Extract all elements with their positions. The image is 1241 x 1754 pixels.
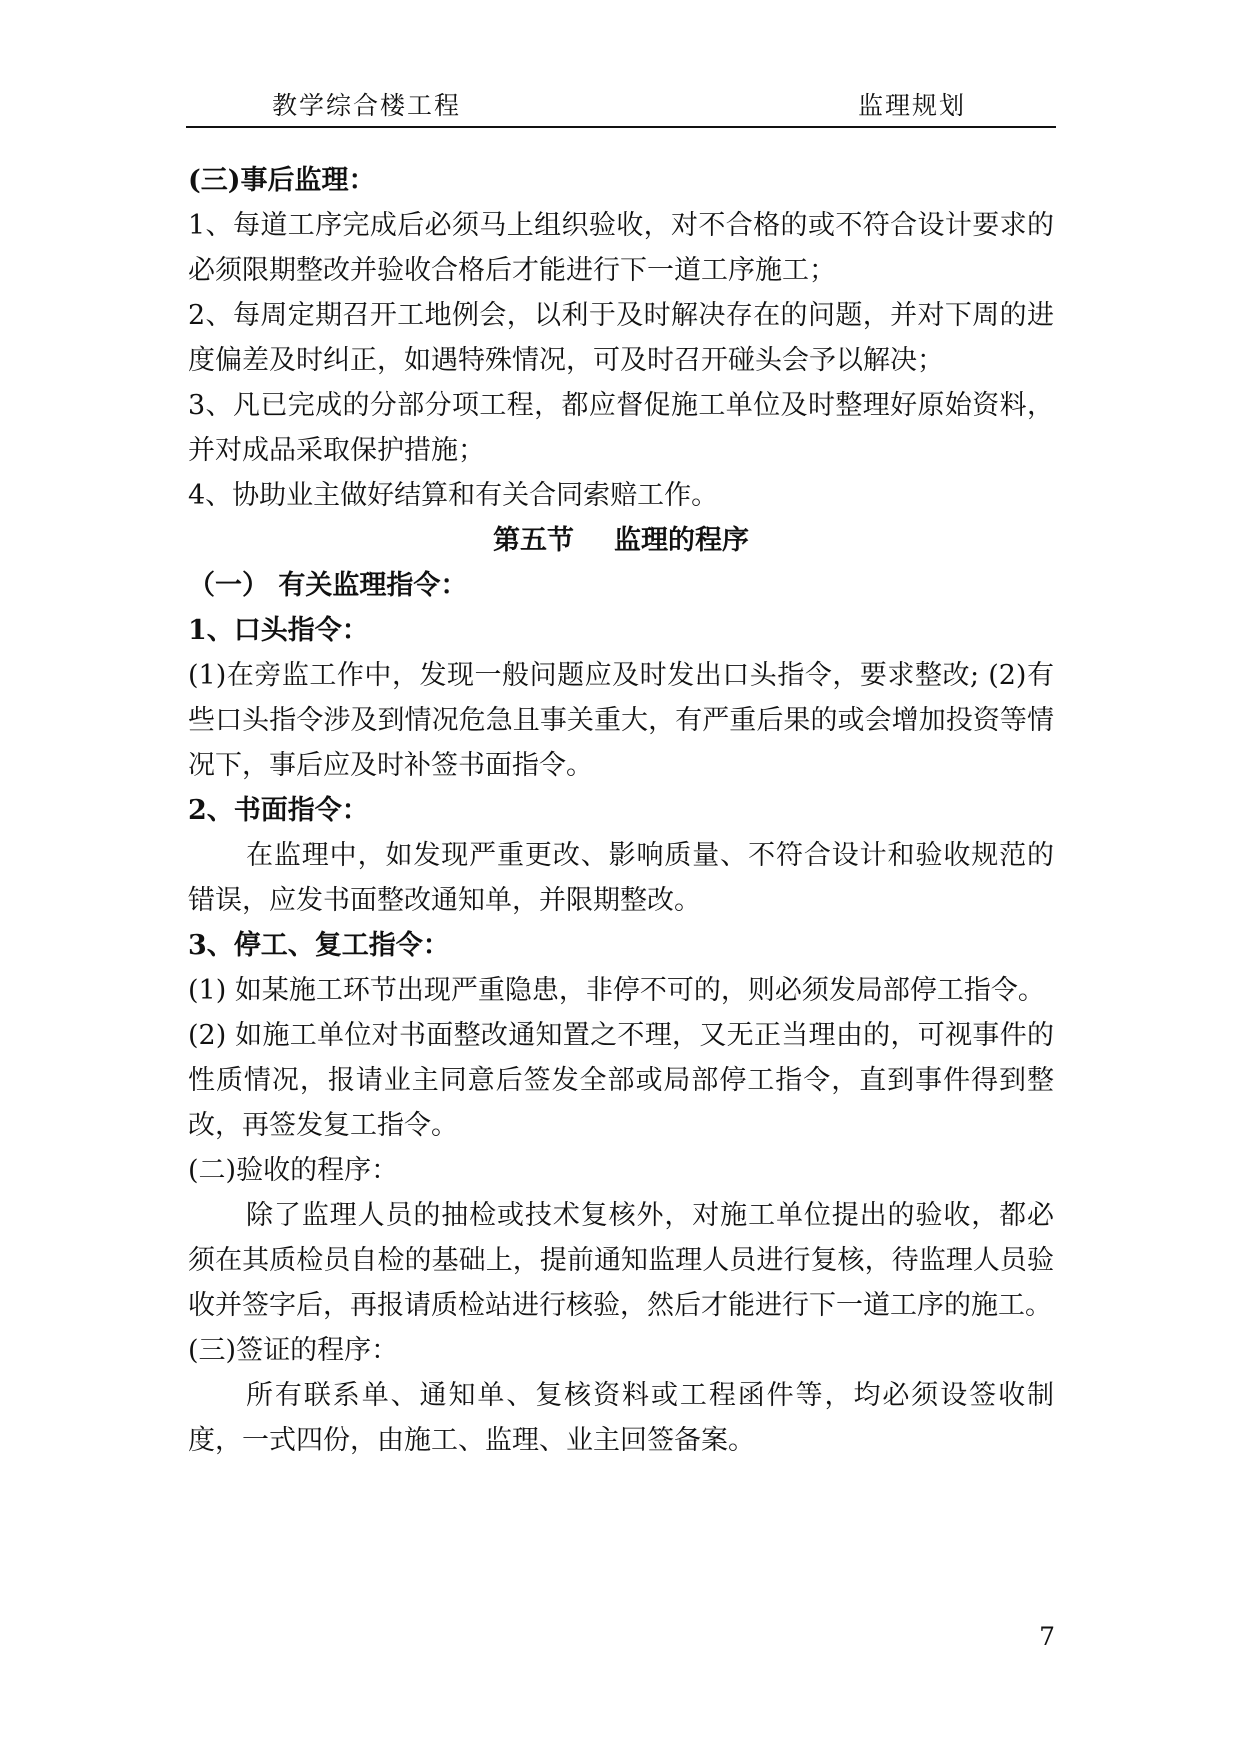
section-number: 第五节 [493, 525, 574, 556]
header-project-title: 教学综合楼工程 [272, 91, 462, 120]
paragraph-acceptance-procedure: 除了监理人员的抽检或技术复核外，对施工单位提出的验收，都必须在其质检员自检的基础上，提前通知监理人员进行复核，待监理人员验收并签字后，再报请质检站进行核验，然后才能进行下一道工序的施工。 [188, 1200, 1054, 1321]
paragraph-written-instructions: 在监理中，如发现严重更改、影响质量、不符合设计和验收规范的错误，应发书面整改通知单，并限期整改。 [188, 840, 1054, 916]
page-header [186, 86, 1056, 128]
subheading-post-supervision: (三)事后监理： [188, 165, 376, 196]
header-document-type: 监理规划 [857, 91, 966, 120]
paragraph-item-3: 3、凡已完成的分部分项工程，都应督促施工单位及时整理好原始资料，并对成品采取保护措施； [188, 390, 1054, 466]
subheading-verbal-instructions: 1、口头指令： [188, 615, 369, 646]
paragraph-item-2: 2、每周定期召开工地例会，以利于及时解决存在的问题，并对下周的进度偏差及时纠正，如遇特殊情况，可及时召开碰头会予以解决； [188, 300, 1054, 376]
paragraph-item-4: 4、协助业主做好结算和有关合同索赔工作。 [188, 480, 719, 511]
subheading-visa-procedure: (三)签证的程序： [188, 1335, 399, 1366]
section-name: 监理的程序 [614, 525, 749, 556]
paragraph-stop-work-1: (1) 如某施工环节出现严重隐患，非停不可的，则必须发局部停工指令。 [188, 975, 1045, 1006]
paragraph-verbal-instructions: (1)在旁监工作中，发现一般问题应及时发出口头指令，要求整改; (2)有些口头指令涉及到情况危急且事关重大，有严重后果的或会增加投资等情况下，事后应及时补签书面指令。 [188, 660, 1054, 781]
paragraph-item-1: 1、每道工序完成后必须马上组织验收，对不合格的或不符合设计要求的必须限期整改并验收合格后才能进行下一道工序施工； [188, 210, 1054, 286]
section-title [188, 518, 1054, 563]
subheading-acceptance-procedure: (二)验收的程序： [188, 1155, 399, 1186]
page-number: 7 [1039, 1622, 1055, 1651]
paragraph-visa-procedure: 所有联系单、通知单、复核资料或工程函件等，均必须设签收制度，一式四份，由施工、监理、业主回签备案。 [188, 1380, 1054, 1456]
subheading-written-instructions: 2、书面指令： [188, 795, 369, 826]
subheading-instructions: （一） 有关监理指令： [188, 570, 468, 601]
page-content [188, 158, 1054, 1463]
subheading-stop-resume-instructions: 3、停工、复工指令： [188, 930, 450, 961]
paragraph-stop-work-2: (2) 如施工单位对书面整改通知置之不理，又无正当理由的，可视事件的性质情况，报请业主同意后签发全部或局部停工指令，直到事件得到整改，再签发复工指令。 [188, 1020, 1054, 1141]
